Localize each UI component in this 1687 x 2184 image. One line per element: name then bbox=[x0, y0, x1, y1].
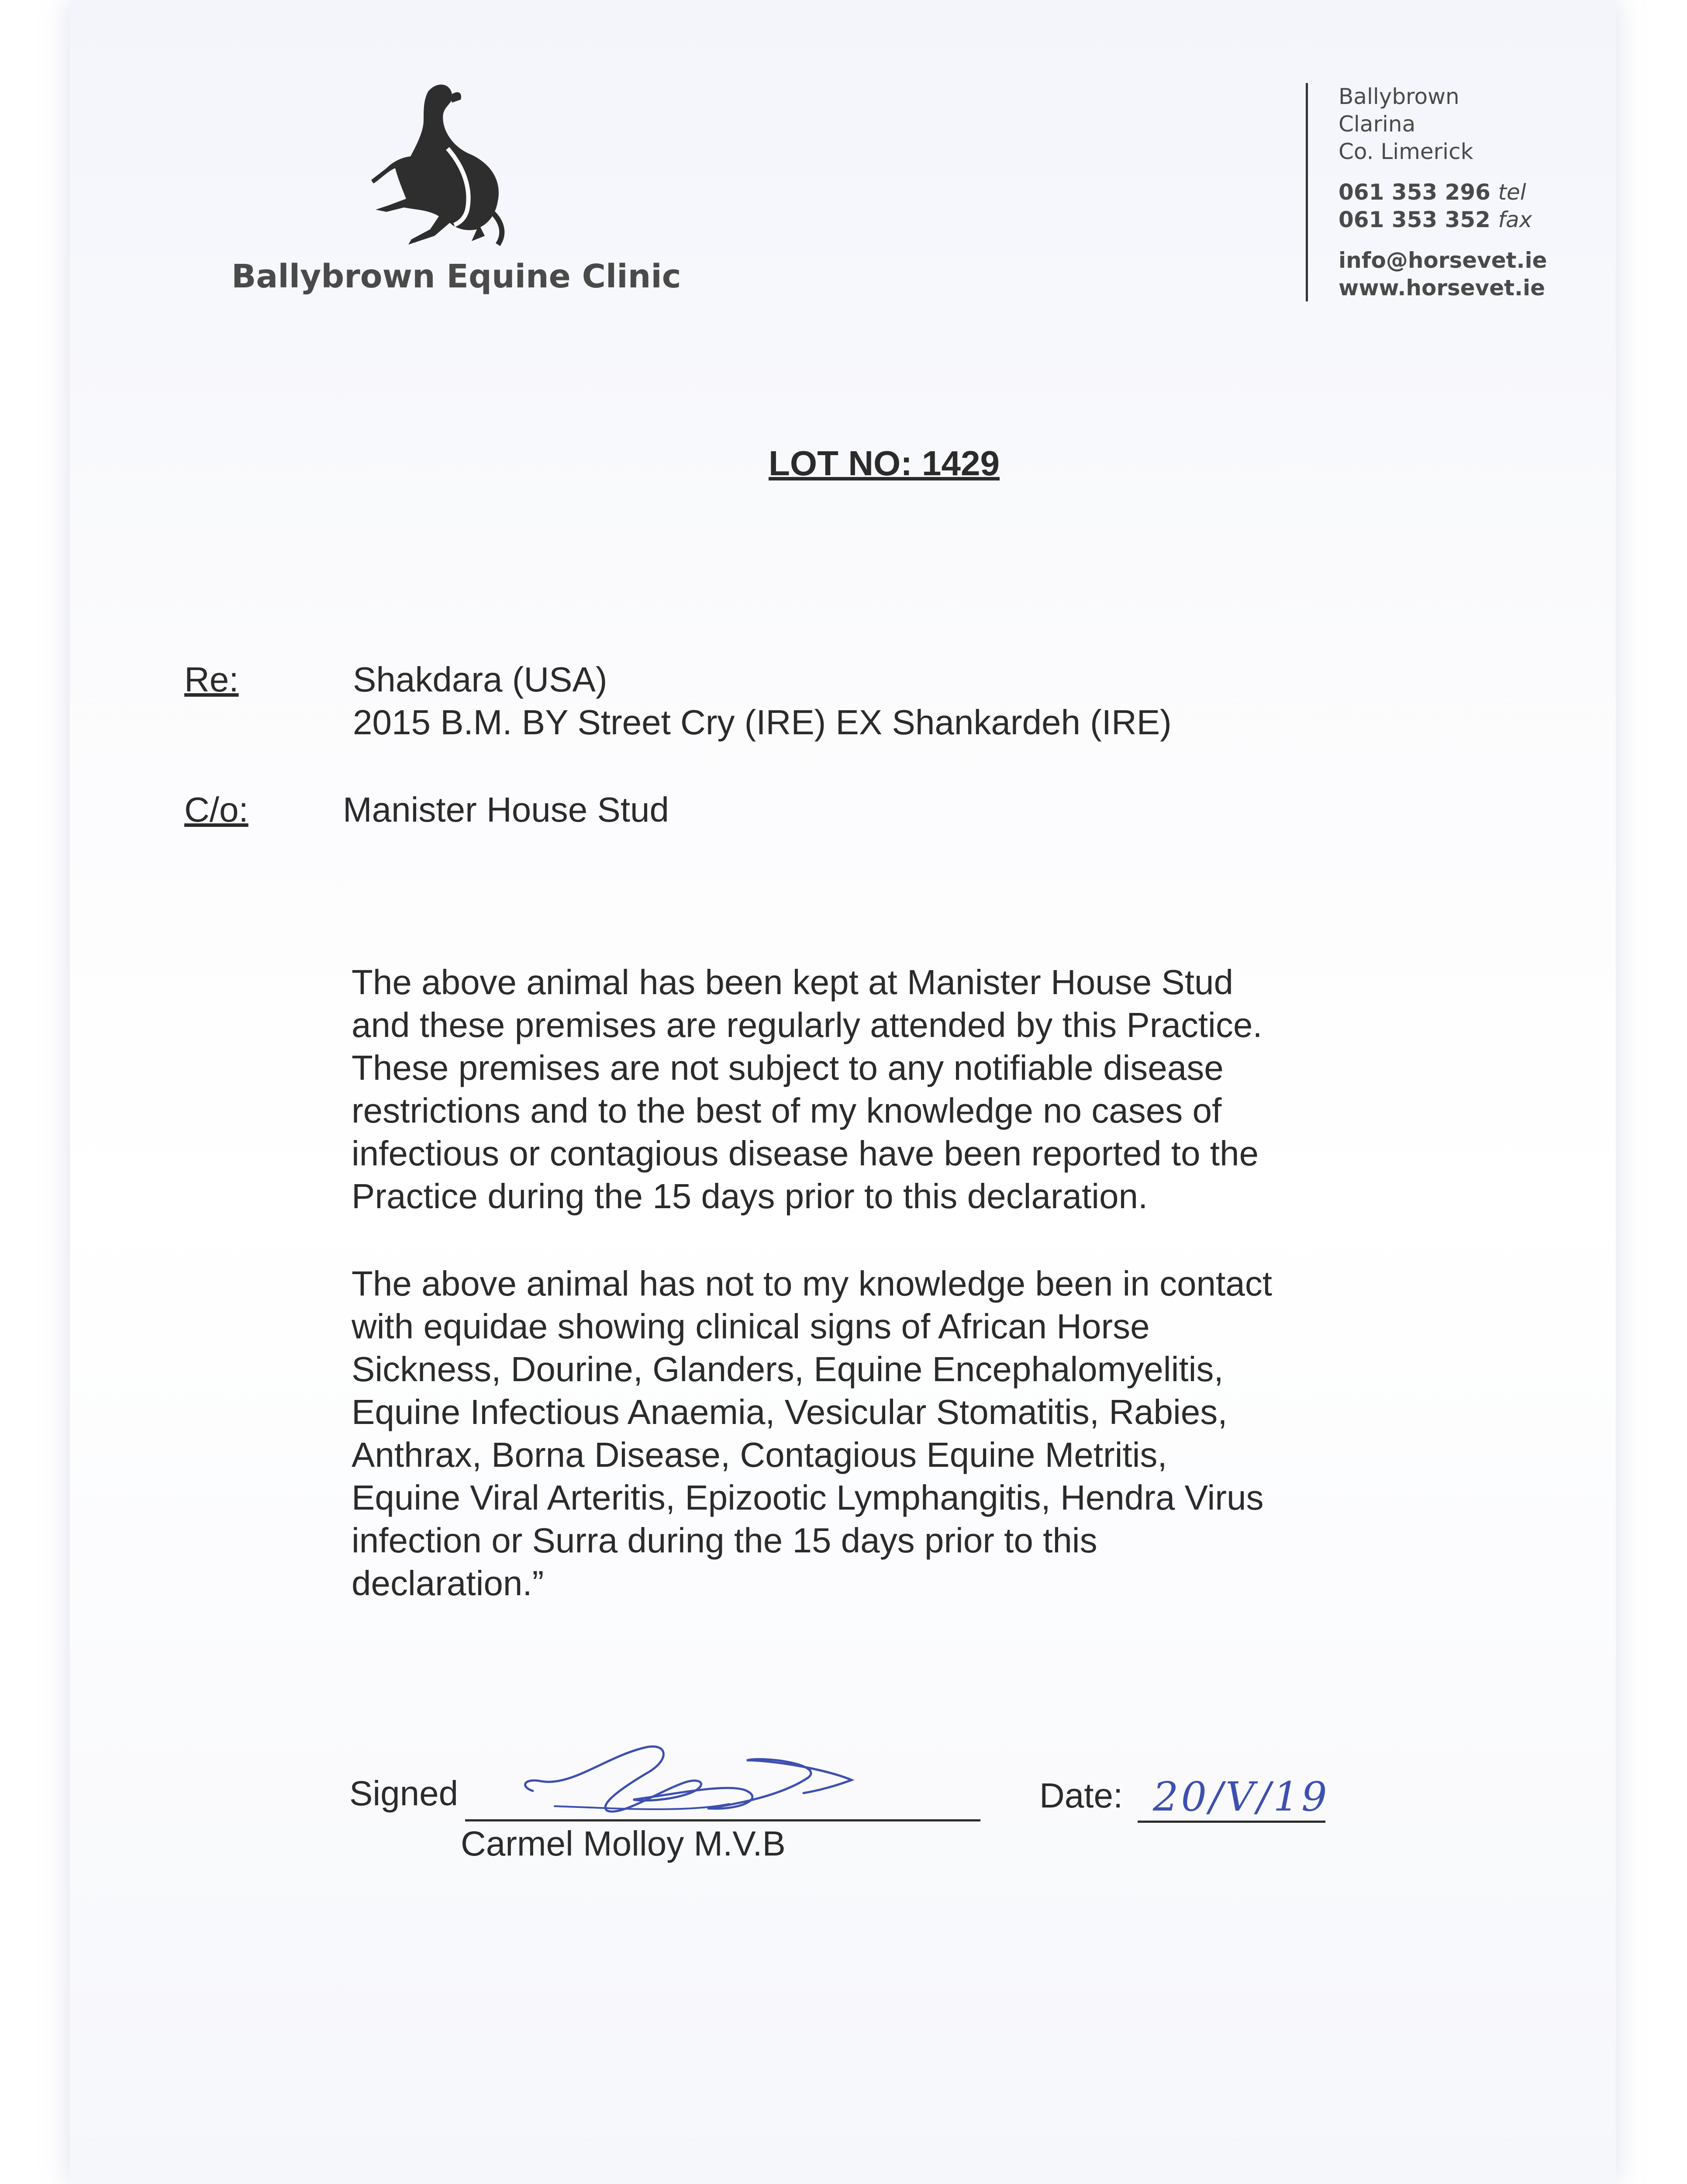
rearing-horse-icon bbox=[362, 79, 511, 253]
paragraph-line: infectious or contagious disease have been reported to the bbox=[352, 1134, 1259, 1173]
paragraph-line: Equine Viral Arteritis, Epizootic Lymphangitis, Hendra Virus bbox=[352, 1478, 1264, 1517]
contact-block bbox=[1339, 83, 1583, 302]
address-line: Ballybrown bbox=[1339, 84, 1459, 109]
paragraph-line: with equidae showing clinical signs of African Horse bbox=[352, 1307, 1150, 1346]
address-line: Co. Limerick bbox=[1339, 139, 1473, 164]
date-line bbox=[1138, 1821, 1325, 1823]
paragraph-line: Anthrax, Borna Disease, Contagious Equine Metritis, bbox=[352, 1435, 1167, 1474]
phone-number: 061 353 296 bbox=[1339, 180, 1490, 205]
fax-suffix: fax bbox=[1498, 207, 1532, 232]
header-divider bbox=[1306, 83, 1308, 301]
fax-number: 061 353 352 bbox=[1339, 207, 1490, 232]
paragraph-line: The above animal has been kept at Manister House Stud bbox=[352, 963, 1233, 1002]
paragraph-line: restrictions and to the best of my knowledge no cases of bbox=[352, 1091, 1222, 1130]
handwritten-signature bbox=[502, 1730, 887, 1830]
co-value: Manister House Stud bbox=[343, 790, 669, 829]
address-line: Clarina bbox=[1339, 111, 1416, 137]
paragraph-line: infection or Surra during the 15 days prior to this bbox=[352, 1521, 1097, 1560]
re-label: Re: bbox=[184, 660, 239, 699]
re-pedigree: 2015 B.M. BY Street Cry (IRE) EX Shankardeh (IRE) bbox=[353, 703, 1172, 742]
paragraph-line: Practice during the 15 days prior to this declaration. bbox=[352, 1177, 1148, 1216]
paragraph-line: Sickness, Dourine, Glanders, Equine Encephalomyelitis, bbox=[352, 1350, 1224, 1389]
date-label: Date: bbox=[1039, 1776, 1123, 1815]
signatory-name: Carmel Molloy M.V.B bbox=[461, 1824, 786, 1863]
letter-page bbox=[70, 0, 1616, 2184]
handwritten-date: 20/V/19 bbox=[1153, 1773, 1330, 1820]
clinic-logo bbox=[231, 70, 681, 314]
paragraph-line: The above animal has not to my knowledge been in contact bbox=[352, 1264, 1272, 1303]
email: info@horsevet.ie bbox=[1339, 248, 1547, 273]
website: www.horsevet.ie bbox=[1339, 275, 1546, 301]
lot-number: LOT NO: 1429 bbox=[769, 444, 1000, 483]
declaration-paragraph-1 bbox=[352, 961, 1356, 1218]
paragraph-line: Equine Infectious Anaemia, Vesicular Stomatitis, Rabies, bbox=[352, 1393, 1228, 1431]
co-label: C/o: bbox=[184, 790, 248, 829]
clinic-name: Ballybrown Equine Clinic bbox=[231, 258, 681, 295]
fax-line bbox=[1339, 206, 1583, 234]
signed-label: Signed bbox=[349, 1774, 459, 1813]
phone-line bbox=[1339, 179, 1583, 206]
re-horse-name: Shakdara (USA) bbox=[353, 660, 607, 699]
paragraph-line: These premises are not subject to any notifiable disease bbox=[352, 1048, 1224, 1087]
paragraph-line: declaration.” bbox=[352, 1564, 544, 1603]
phone-suffix: tel bbox=[1498, 180, 1526, 205]
declaration-paragraph-2 bbox=[352, 1262, 1356, 1605]
paragraph-line: and these premises are regularly attended by this Practice. bbox=[352, 1006, 1263, 1044]
